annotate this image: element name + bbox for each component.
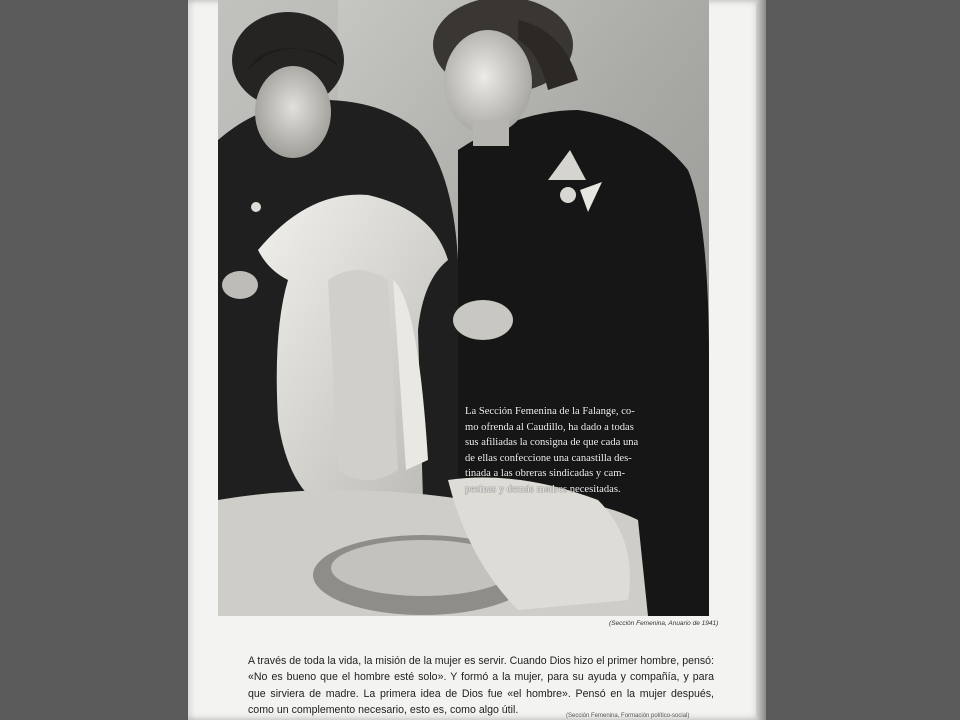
footer-source: (Sección Femenina, Formación político-social) xyxy=(566,713,690,719)
caption-line: mo ofrenda al Caudillo, ha dado a todas xyxy=(465,421,634,433)
photo-caption xyxy=(465,404,669,498)
photo-illustration xyxy=(218,0,709,616)
caption-line: pesinas y demás madres necesitadas. xyxy=(465,483,621,495)
caption-line: de ellas confeccione una canastilla des- xyxy=(465,452,632,464)
caption-line: La Sección Femenina de la Falange, co- xyxy=(465,406,635,417)
caption-line: tinada a las obreras sindicadas y cam- xyxy=(465,468,626,480)
photo-credit: (Sección Femenina, Anuario de 1941) xyxy=(609,620,719,627)
body-paragraph: A través de toda la vida, la misión de la mujer es servir. Cuando Dios hizo el primer hombre, pensó: «No es bueno que el hombre esté solo». Y formó a la mujer, para su ayuda y compañía, y para que sirviera de madre. La primera idea de Dios fue «el hombre». Pensó en la mujer después, como un complemento necesario, esto es, como algo útil. xyxy=(248,655,714,717)
caption-line: sus afiliadas la consigna de que cada una xyxy=(465,437,639,449)
page-edge xyxy=(756,0,766,720)
historical-photograph xyxy=(218,0,709,616)
